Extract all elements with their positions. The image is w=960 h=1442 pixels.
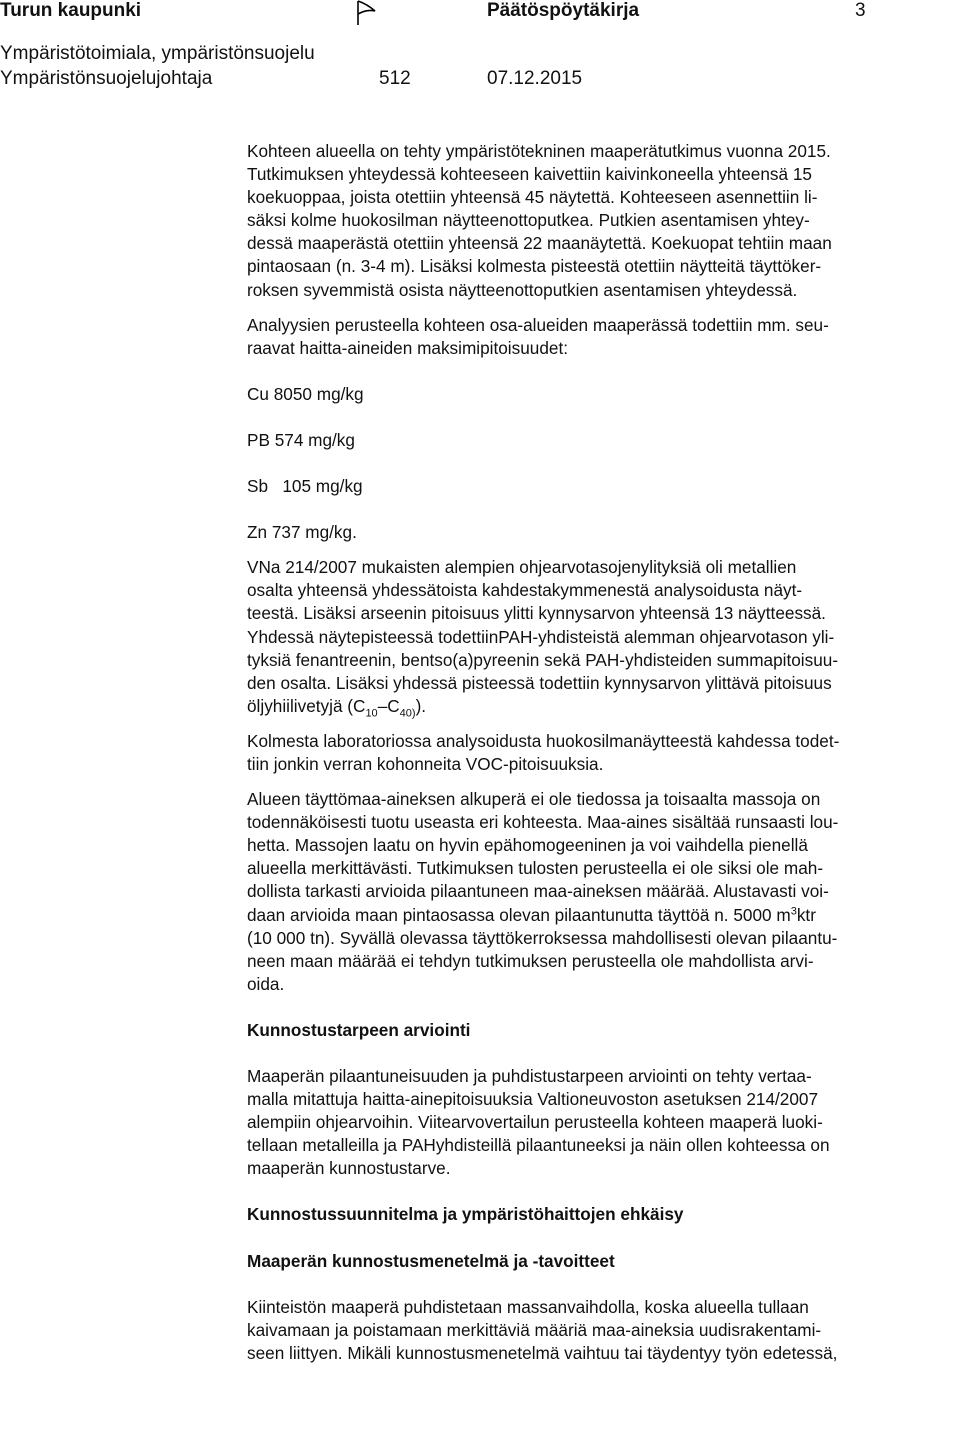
organization-name: Turun kaupunki bbox=[0, 0, 142, 21]
official-title: Ympäristönsuojelujohtaja bbox=[0, 68, 213, 89]
paragraph-voc bbox=[247, 730, 952, 776]
text-line: säksi kolme huokosilman näytteenottoputkea. Putkien asentamisen yhtey- bbox=[247, 210, 810, 231]
text-line: Tutkimuksen yhteydessä kohteeseen kaivettiin kaivinkoneella yhteensä 15 bbox=[247, 164, 812, 185]
text-line: roksen syvemmistä osista näytteenottoputkien asentamisen yhteydessä. bbox=[247, 279, 798, 300]
text-line: tiin jonkin verran kohonneita VOC-pitoisuuksia. bbox=[247, 753, 604, 774]
heading-remediation-need: Kunnostustarpeen arviointi bbox=[247, 1019, 471, 1040]
document-body bbox=[247, 140, 952, 1365]
metal-sb: Sb 105 mg/kg bbox=[247, 476, 363, 497]
text-line: koekuoppaa, joista otettiin yhteensä 45 näytettä. Kohteeseen asennettiin li- bbox=[247, 187, 818, 208]
text-line: Maaperän pilaantuneisuuden ja puhdistustarpeen arviointi on tehty vertaa- bbox=[247, 1066, 812, 1086]
page-number: 3 bbox=[855, 0, 866, 21]
text-line: tyksiä fenantreenin, bentso(a)pyreenin sekä PAH-yhdisteiden summapitoisuu- bbox=[247, 649, 839, 670]
paragraph-method bbox=[247, 1296, 952, 1365]
decision-date: 07.12.2015 bbox=[487, 68, 583, 89]
text-line: neen maan määrää ei tehdyn tutkimuksen perusteella ole mahdollista arvi- bbox=[247, 950, 814, 971]
text-line: maaperän kunnostustarve. bbox=[247, 1158, 451, 1179]
text-line: tellaan metalleilla ja PAHyhdisteillä pilaantuneeksi ja näin ollen kohteessa on bbox=[247, 1135, 830, 1156]
text-line: öljyhiilivetyjä $(C_{10}-C_{40)})$. bbox=[247, 695, 427, 720]
text-line: kaivamaan ja poistamaan merkittäviä määriä maa-aineksia uudisrakentami- bbox=[247, 1319, 822, 1340]
text-line: osalta yhteensä yhdessätoista kahdestakymmenestä analysoidusta näyt- bbox=[247, 580, 803, 601]
text-line: daan arvioida maan pintaosassa olevan pilaantunutta täyttöä n. 5000 $m^3ktr$ bbox=[247, 904, 816, 925]
department: Ympäristötoimiala, ympäristönsuojelu bbox=[0, 43, 315, 64]
metal-pb: PB 574 mg/kg bbox=[247, 429, 355, 450]
text-line: Kiinteistön maaperä puhdistetaan massanvaihdolla, koska alueella tullaan bbox=[247, 1296, 809, 1317]
text-line: malla mitattuja haitta-ainepitoisuuksia Valtioneuvoston asetuksen 214/2007 bbox=[247, 1089, 819, 1110]
paragraph-assessment bbox=[247, 1065, 952, 1180]
text-line: todennäköisesti tuotu useasta eri kohteesta. Maa-aines sisältää runsaasti lou- bbox=[247, 812, 839, 833]
text-line: alempiin ohjearvoihin. Viitearvovertailun perusteella kohteen maaperä luoki- bbox=[247, 1112, 823, 1133]
heading-remediation-plan: Kunnostussuunnitelma ja ympäristöhaittojen ehkäisy bbox=[247, 1204, 684, 1225]
text-line: Analyysien perusteella kohteen osa-alueiden maaperässä todettiin mm. seu- bbox=[247, 314, 829, 335]
document-type: Päätöspöytäkirja bbox=[487, 0, 640, 21]
text-line: (10 000 tn). Syvällä olevassa täyttökerroksessa mahdollisesti olevan pilaantu- bbox=[247, 927, 838, 948]
text-line: dessä maaperästä otettiin yhteensä 22 maanäytettä. Koekuopat tehtiin maan bbox=[247, 233, 832, 254]
paragraph-analysis bbox=[247, 314, 952, 360]
text-line: Kolmesta laboratoriossa analysoidusta huokosilmanäytteestä kahdessa todet- bbox=[247, 730, 840, 751]
text-line: Yhdessä näytepisteessä todettiinPAH-yhdisteistä alemman ohjearvotason yli- bbox=[247, 626, 835, 647]
metal-cu: Cu 8050 mg/kg bbox=[247, 383, 364, 404]
text-line: seen liittyen. Mikäli kunnostusmenetelmä vaihtuu tai täydentyy työn edetessä, bbox=[247, 1342, 838, 1363]
text-line: raavat haitta-aineiden maksimipitoisuudet: bbox=[247, 337, 569, 358]
text-line: Kohteen alueella on tehty ympäristötekninen maaperätutkimus vuonna 2015. bbox=[247, 141, 831, 161]
paragraph-fill-material bbox=[247, 788, 952, 996]
heading-remediation-method: Maaperän kunnostusmenetelmä ja -tavoitteet bbox=[247, 1250, 615, 1271]
decision-number: 512 bbox=[379, 68, 411, 89]
text-line: VNa 214/2007 mukaisten alempien ohjearvotasojenylityksiä oli metallien bbox=[247, 557, 797, 578]
paragraph-exceedances bbox=[247, 556, 952, 718]
text-line: den osalta. Lisäksi yhdessä pisteessä todettiin kynnysarvon ylittävä pitoisuus bbox=[247, 672, 832, 693]
pennant-flag-icon bbox=[355, 0, 377, 26]
text-line: pintaosaan (n. 3-4 m). Lisäksi kolmesta pisteestä otettiin näytteitä täyttöker- bbox=[247, 256, 822, 277]
text-line: Alueen täyttömaa-aineksen alkuperä ei ole tiedossa ja toisaalta massoja on bbox=[247, 789, 821, 810]
paragraph-investigation bbox=[247, 140, 952, 302]
text-line: teestä. Lisäksi arseenin pitoisuus ylitti kynnysarvon yhteensä 13 näytteessä. bbox=[247, 603, 826, 624]
text-line: hetta. Massojen laatu on hyvin epähomogeeninen ja voi vaihdella pienellä bbox=[247, 835, 808, 856]
text-line: oida. bbox=[247, 973, 285, 994]
metal-zn: Zn 737 mg/kg. bbox=[247, 522, 357, 543]
text-line: dollista tarkasti arvioida pilaantuneen maa-aineksen määrää. Alustavasti voi- bbox=[247, 881, 829, 902]
text-line: alueella merkittävästi. Tutkimuksen tulosten perusteella ei ole siksi ole mah- bbox=[247, 858, 824, 879]
